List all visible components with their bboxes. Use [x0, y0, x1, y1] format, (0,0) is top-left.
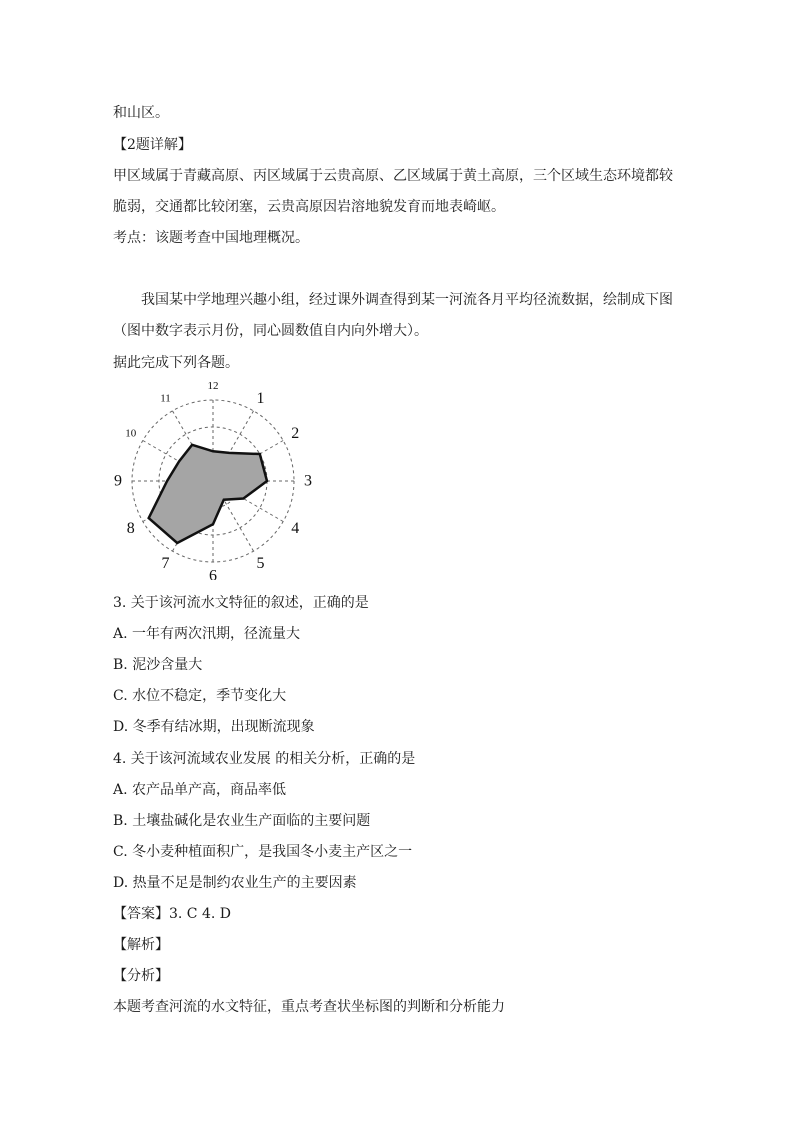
question-4-option-c: C. 冬小麦种植面积广，是我国冬小麦主产区之一 [113, 844, 413, 860]
month-label-2: 2 [291, 425, 300, 442]
runoff-point-month-9 [166, 480, 168, 482]
runoff-point-month-6 [212, 523, 214, 525]
text-line-test-point: 考点：该题考查中国地理概况。 [113, 230, 309, 246]
month-label-1: 1 [256, 390, 265, 408]
river-runoff-radar-chart [108, 380, 320, 580]
analysis-subheading: 【分析】 [113, 968, 169, 984]
runoff-point-month-12 [212, 451, 214, 453]
month-label-6: 6 [209, 567, 217, 580]
section-heading-q2-explanation: 【2题详解】 [113, 137, 192, 153]
text-line-intro-1: 我国某中学地理兴趣小组，经过课外调查得到某一河流各月平均径流数据，绘制成下图 [141, 292, 673, 308]
month-label-7: 7 [161, 554, 170, 572]
month-label-5: 5 [256, 554, 265, 572]
runoff-point-month-3 [266, 480, 268, 482]
question-3-option-d: D. 冬季有结冰期，出现断流现象 [113, 719, 315, 735]
answer-line: 【答案】3. C 4. D [113, 906, 232, 922]
runoff-point-month-10 [178, 461, 180, 463]
runoff-point-month-4 [243, 498, 245, 500]
radar-data-series [148, 444, 268, 544]
text-line-intro-2: （图中数字表示月份，同心圆数值自内向外增大）。 [113, 323, 428, 339]
question-3-option-c: C. 水位不稳定，季节变化大 [113, 688, 287, 704]
month-label-10: 10 [125, 427, 137, 440]
question-4-option-b: B. 土壤盐碱化是农业生产面临的主要问题 [113, 813, 371, 829]
question-3-option-a: A. 一年有两次汛期，径流量大 [113, 626, 301, 642]
text-line-q2-explanation-2: 脆弱，交通都比较闭塞，云贵高原因岩溶地貌发育而地表崎岖。 [113, 199, 505, 215]
question-3-option-b: B. 泥沙含量大 [113, 657, 203, 673]
month-label-11: 11 [160, 392, 171, 405]
question-4-option-a: A. 农产品单产高，商品率低 [113, 782, 287, 798]
month-label-12: 12 [207, 380, 219, 392]
text-line-intro-3: 据此完成下列各题。 [113, 355, 239, 371]
runoff-polygon [149, 445, 267, 543]
runoff-point-month-7 [176, 542, 178, 544]
runoff-point-month-11 [191, 444, 193, 446]
runoff-point-month-5 [223, 499, 225, 501]
month-label-9: 9 [114, 472, 122, 490]
runoff-point-month-1 [228, 452, 230, 454]
runoff-point-month-8 [148, 517, 150, 519]
text-line-continuation: 和山区。 [113, 105, 169, 121]
question-4-option-d: D. 热量不足是制约农业生产的主要因素 [113, 875, 357, 891]
analysis-heading: 【解析】 [113, 937, 169, 953]
text-line-q2-explanation-1: 甲区域属于青藏高原、丙区域属于云贵高原、乙区域属于黄土高原，三个区域生态环境都较 [113, 168, 673, 184]
question-4-stem: 4. 关于该河流域农业发展 的相关分析，正确的是 [113, 751, 416, 767]
question-3-stem: 3. 关于该河流水文特征的叙述，正确的是 [113, 595, 369, 611]
month-label-8: 8 [126, 520, 135, 537]
runoff-point-month-2 [259, 453, 261, 455]
month-label-4: 4 [291, 520, 300, 537]
month-label-3: 3 [304, 472, 312, 490]
analysis-text: 本题考查河流的水文特征，重点考查状坐标图的判断和分析能力 [113, 999, 505, 1015]
